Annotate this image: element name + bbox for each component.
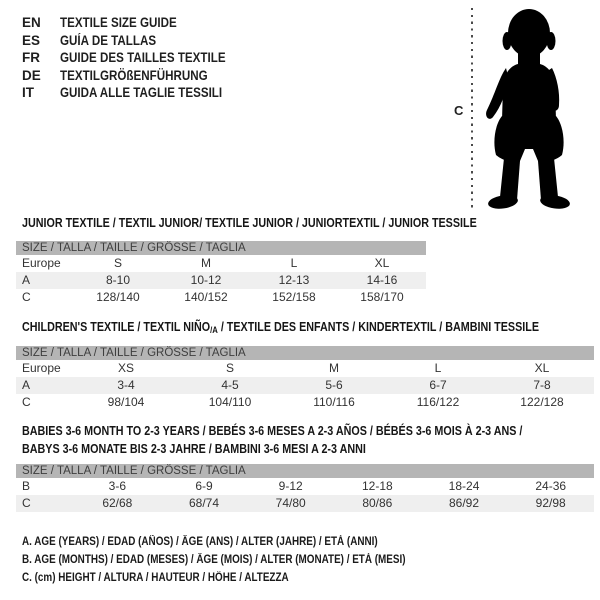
- language-row: [22, 32, 253, 50]
- table-cell: XS: [117, 361, 134, 375]
- table-cell: 24-36: [535, 479, 567, 493]
- language-code: IT: [22, 85, 34, 101]
- table-cell: S: [225, 361, 234, 375]
- legend-notes: [22, 533, 468, 587]
- table-row: [16, 495, 594, 512]
- note-line: [22, 569, 468, 587]
- language-row: [22, 84, 253, 102]
- babies-section-heading: [22, 423, 600, 459]
- table-cell: 10-12: [190, 273, 222, 287]
- table-cell: 12-13: [278, 273, 310, 287]
- children-heading-pre: CHILDREN'S TEXTILE / TEXTIL NIÑO: [22, 320, 211, 334]
- row-label: Europe: [22, 256, 61, 270]
- table-cell: 8-10: [105, 273, 131, 287]
- row-label: C: [22, 395, 31, 409]
- language-title-list: [22, 14, 253, 102]
- table-cell: 3-6: [108, 479, 126, 493]
- language-title: GUÍA DE TALLAS: [60, 32, 157, 48]
- language-title: GUIDA ALLE TAGLIE TESSILI: [60, 85, 223, 101]
- row-label: Europe: [22, 361, 61, 375]
- junior-heading-text: JUNIOR TEXTILE / TEXTIL JUNIOR/ TEXTILE JUNIOR / JUNIORTEXTIL / JUNIOR TESSILE: [22, 216, 477, 230]
- height-marker-label: C: [454, 103, 464, 118]
- children-heading-sub: /A: [210, 325, 218, 335]
- table-cell: 128/140: [96, 290, 140, 304]
- children-heading-post: / TEXTILE DES ENFANTS / KINDERTEXTIL / BAMBINI TESSILE: [217, 320, 539, 334]
- height-marker-line: [471, 8, 473, 212]
- language-code: FR: [22, 50, 40, 66]
- table-cell: 80/86: [362, 496, 393, 510]
- table-cell: 18-24: [448, 479, 480, 493]
- table-cell: 122/128: [520, 395, 564, 409]
- junior-size-table: [16, 241, 426, 306]
- babies-size-table: [16, 464, 594, 512]
- baby-silhouette-icon: [482, 8, 577, 212]
- note-text: B. AGE (MONTHS) / EDAD (MESES) / ÂGE (MOIS) / ALTER (MONATE) / ETÀ (MESI): [22, 554, 406, 566]
- table-cell: 62/68: [102, 496, 133, 510]
- table-cell: 9-12: [278, 479, 303, 493]
- table-cell: M: [329, 361, 339, 375]
- table-cell: 140/152: [184, 290, 228, 304]
- table-cell: S: [113, 256, 122, 270]
- note-line: [22, 551, 468, 569]
- note-text: C. (cm) HEIGHT / ALTURA / HAUTEUR / HÖHE / ALTEZZA: [22, 572, 289, 584]
- language-title: TEXTILE SIZE GUIDE: [60, 15, 177, 31]
- row-label: C: [22, 496, 31, 510]
- table-row: [16, 289, 426, 306]
- language-code: DE: [22, 67, 41, 83]
- table-cell: 110/116: [313, 395, 355, 409]
- babies-heading-line2: BABYS 3-6 MONATE BIS 2-3 JAHRE / BAMBINI 3-6 MESI A 2-3 ANNI: [22, 441, 366, 456]
- table-row: [16, 255, 426, 272]
- table-cell: 74/80: [275, 496, 306, 510]
- table-cell: L: [290, 256, 298, 270]
- language-row: [22, 49, 253, 67]
- table-cell: 68/74: [188, 496, 220, 510]
- table-row: [16, 272, 426, 289]
- table-cell: 4-5: [221, 378, 239, 392]
- table-cell: 98/104: [107, 395, 145, 409]
- size-header-bar: [16, 346, 594, 360]
- table-cell: 92/98: [535, 496, 566, 510]
- language-row: [22, 67, 253, 85]
- table-row: [16, 360, 594, 377]
- language-code: EN: [22, 15, 41, 31]
- size-header-bar: [16, 464, 594, 478]
- table-row: [16, 377, 594, 394]
- table-cell: L: [434, 361, 442, 375]
- row-label: B: [22, 479, 31, 493]
- babies-heading-line1: BABIES 3-6 MONTH TO 2-3 YEARS / BEBÉS 3-6 MESES A 2-3 AÑOS / BÉBÉS 3-6 MOIS À 2-3 ANS /: [22, 424, 523, 438]
- table-row: [16, 478, 594, 495]
- children-size-table: [16, 346, 594, 411]
- table-cell: 116/122: [416, 395, 460, 409]
- size-header-text: SIZE / TALLA / TAILLE / GRÖSSE / TAGLIA: [22, 242, 246, 254]
- children-heading-text: [22, 320, 539, 337]
- table-cell: 158/170: [360, 290, 404, 304]
- junior-section-heading: [22, 216, 551, 230]
- size-header-bar: [16, 241, 426, 255]
- table-cell: 7-8: [533, 378, 551, 392]
- table-cell: 152/158: [272, 290, 316, 304]
- language-row: [22, 14, 253, 32]
- table-cell: 86/92: [449, 496, 480, 510]
- table-cell: XL: [374, 256, 390, 270]
- row-label: A: [22, 273, 31, 287]
- language-title: GUIDE DES TAILLES TEXTILE: [60, 50, 226, 66]
- language-code: ES: [22, 32, 41, 48]
- table-cell: 104/110: [208, 395, 252, 409]
- note-text: A. AGE (YEARS) / EDAD (AÑOS) / ÂGE (ANS) / ALTER (JAHRE) / ETÀ (ANNI): [22, 536, 378, 548]
- children-section-heading: [22, 320, 600, 334]
- table-cell: XL: [534, 361, 550, 375]
- size-header-text: SIZE / TALLA / TAILLE / GRÖSSE / TAGLIA: [22, 465, 246, 477]
- table-cell: 5-6: [325, 378, 343, 392]
- table-cell: 6-9: [195, 479, 213, 493]
- table-cell: 3-4: [117, 378, 135, 392]
- note-line: [22, 533, 468, 551]
- table-cell: 6-7: [429, 378, 447, 392]
- row-label: C: [22, 290, 31, 304]
- table-row: [16, 394, 594, 411]
- row-label: A: [22, 378, 31, 392]
- language-title: TEXTILGRÖßENFÜHRUNG: [60, 67, 208, 83]
- table-cell: 12-18: [362, 479, 393, 493]
- size-header-text: SIZE / TALLA / TAILLE / GRÖSSE / TAGLIA: [22, 347, 246, 359]
- table-cell: 14-16: [366, 273, 398, 287]
- table-cell: M: [201, 256, 211, 270]
